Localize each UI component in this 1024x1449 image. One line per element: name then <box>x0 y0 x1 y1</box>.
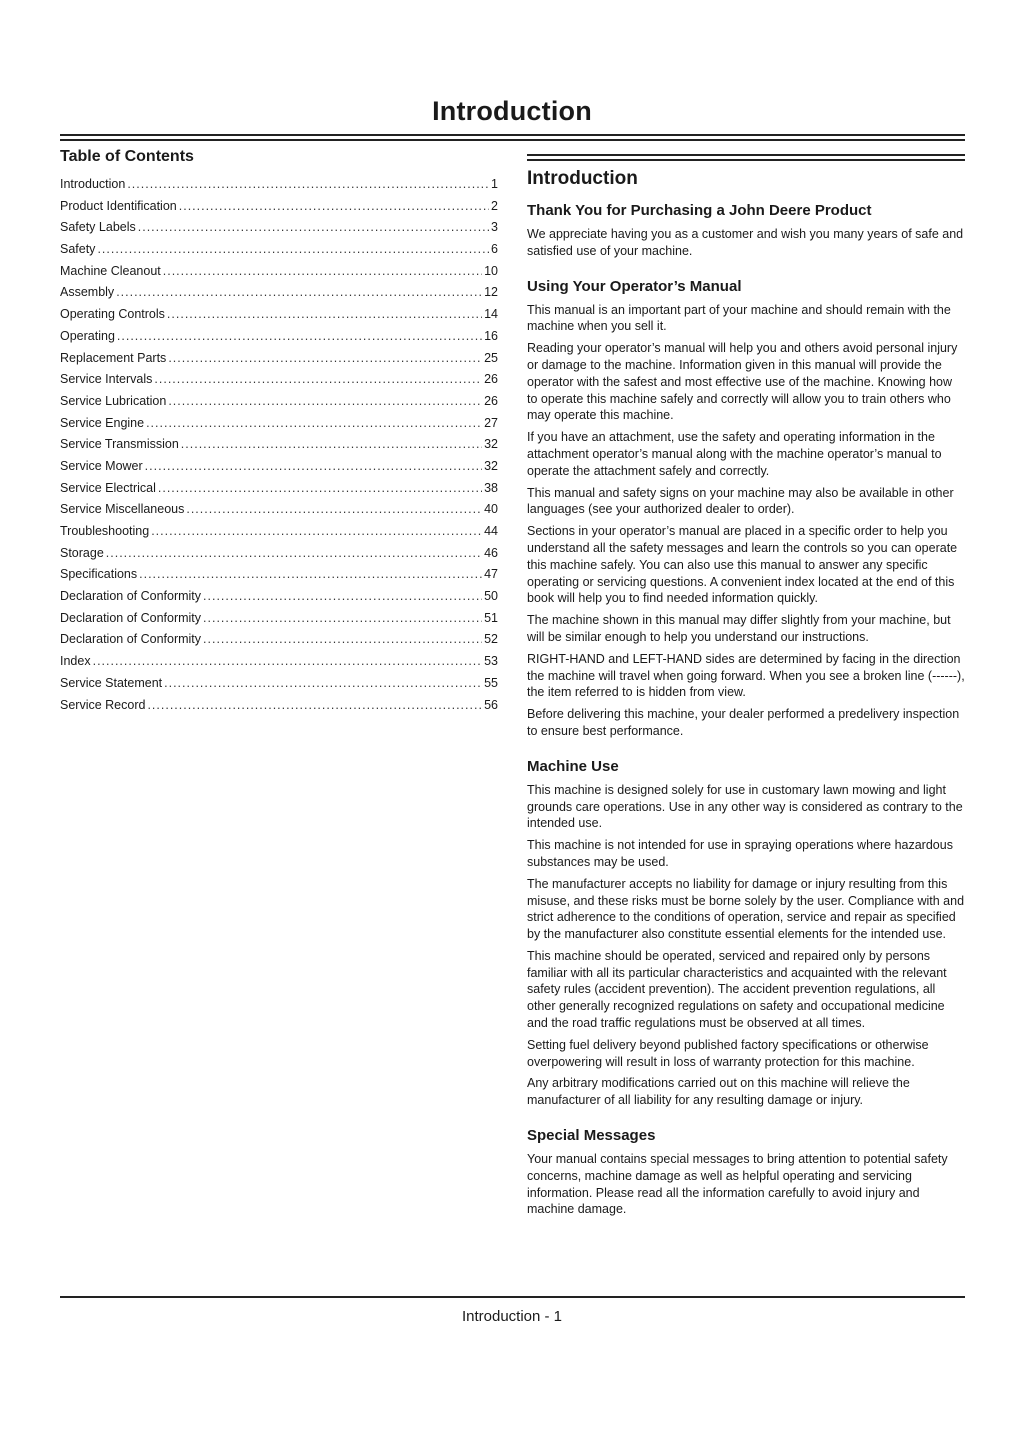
toc-entry-page: 26 <box>484 393 498 408</box>
toc-leader-dots <box>181 434 482 456</box>
body-paragraph: RIGHT-HAND and LEFT-HAND sides are determined by facing in the direction the machine will travel when going forward. When you see a broken line (------), the item referred to is hidden from view. <box>527 651 965 700</box>
title-rule-top <box>60 134 965 136</box>
toc-leader-dots <box>145 456 482 478</box>
toc-entry[interactable] <box>60 521 498 543</box>
toc-entry-page: 25 <box>484 350 498 365</box>
body-paragraph: This machine should be operated, serviced and repaired only by persons familiar with all its particular characteristics and acquainted with the relevant safety rules (accident prevention). The accident prevention regulations, all other generally recognized regulations on safety and occupational medicine and the road traffic regulations must be observed at all times. <box>527 948 947 1031</box>
toc-leader-dots <box>138 217 489 239</box>
toc-entry-title: Declaration of Conformity <box>60 589 202 604</box>
introduction-content <box>527 168 965 1223</box>
toc-entry-title: Storage <box>60 545 104 560</box>
toc-leader-dots <box>97 239 489 261</box>
toc-entry[interactable] <box>60 695 498 717</box>
toc-entry[interactable] <box>60 543 498 565</box>
toc-entry[interactable] <box>60 174 498 196</box>
toc-leader-dots <box>139 564 482 586</box>
title-rule-bottom <box>60 139 965 141</box>
toc-entry-page: 27 <box>484 415 498 430</box>
toc-leader-dots <box>163 261 482 283</box>
toc-entry-title: Service Statement <box>60 675 163 690</box>
page-title: Introduction <box>432 96 592 126</box>
section-rule-top <box>527 154 965 156</box>
toc-entry-title: Specifications <box>60 567 138 582</box>
toc-entry-page: 51 <box>484 610 498 625</box>
toc-entry-title: Assembly <box>60 285 115 300</box>
toc-leader-dots <box>146 413 482 435</box>
thank-you-body <box>527 226 965 260</box>
toc-entry[interactable] <box>60 391 498 413</box>
toc-leader-dots <box>151 521 482 543</box>
toc-entry-title: Service Miscellaneous <box>60 502 185 517</box>
toc-leader-dots <box>127 174 489 196</box>
toc-entry[interactable] <box>60 369 498 391</box>
body-paragraph: The manufacturer accepts no liability for damage or injury resulting from this misuse, and these risks must be borne solely by the user. Compliance with and strict adherence to the conditions of operation, service and repair as specified by the manufacturer also constitute essential elements for the intended use. <box>527 876 965 942</box>
toc-entry-page: 53 <box>484 654 498 669</box>
body-paragraph: This manual is an important part of your machine and should remain with the machine when you sell it. <box>527 302 951 334</box>
toc-leader-dots <box>164 673 482 695</box>
toc-leader-dots <box>203 629 482 651</box>
toc-entry-page: 3 <box>491 220 498 235</box>
toc-entry-page: 56 <box>484 697 498 712</box>
toc-entry-title: Operating Controls <box>60 307 165 322</box>
section-title: Introduction <box>527 168 638 189</box>
footer-rule <box>60 1296 965 1298</box>
toc-entry-page: 16 <box>484 328 498 343</box>
toc-entry-page: 38 <box>484 480 498 495</box>
body-paragraph: We appreciate having you as a customer and wish you many years of safe and satisfied use of your machine. <box>527 227 964 258</box>
toc-entry[interactable] <box>60 196 498 218</box>
toc-entry[interactable] <box>60 629 498 651</box>
toc-entry-title: Product Identification <box>60 198 177 213</box>
toc-entry-page: 50 <box>484 589 498 604</box>
special-messages-title: Special Messages <box>527 1127 656 1145</box>
toc-leader-dots <box>116 282 482 304</box>
toc-entry-page: 2 <box>491 198 498 213</box>
toc-entry[interactable] <box>60 282 498 304</box>
toc-list <box>60 174 498 716</box>
toc-entry[interactable] <box>60 261 498 283</box>
toc-entry-title: Service Transmission <box>60 437 179 452</box>
body-paragraph: This machine is designed solely for use in customary lawn mowing and light grounds care operations. Use in any other way is considered as contrary to the intended use. <box>527 782 963 831</box>
toc-entry-title: Service Record <box>60 697 146 712</box>
toc-entry-page: 1 <box>491 177 498 191</box>
body-paragraph: Setting fuel delivery beyond published factory specifications or otherwise overpowering will result in loss of warranty protection for this machine. <box>527 1037 929 1069</box>
toc-leader-dots <box>179 196 489 218</box>
body-paragraph: This machine is not intended for use in spraying operations where hazardous substances may be used. <box>527 838 953 869</box>
toc-entry[interactable] <box>60 608 498 630</box>
toc-leader-dots <box>117 326 482 348</box>
toc-entry-title: Declaration of Conformity <box>60 632 202 647</box>
toc-leader-dots <box>186 499 482 521</box>
machine-use-body <box>527 782 965 1109</box>
toc-leader-dots <box>106 543 482 565</box>
toc-entry-page: 32 <box>484 437 498 452</box>
toc-entry-page: 32 <box>484 458 498 473</box>
toc-entry-title: Service Electrical <box>60 480 156 495</box>
body-paragraph: The machine shown in this manual may differ slightly from your machine, but will be similar enough to help you understand our instructions. <box>527 613 951 644</box>
toc-entry-title: Safety Labels <box>60 220 136 235</box>
toc-entry[interactable] <box>60 456 498 478</box>
toc-entry[interactable] <box>60 478 498 500</box>
toc-entry-title: Troubleshooting <box>60 524 150 538</box>
operators-manual-body <box>527 302 965 740</box>
toc-leader-dots <box>147 695 482 717</box>
toc-entry-title: Replacement Parts <box>60 350 167 365</box>
body-paragraph: Before delivering this machine, your dealer performed a predelivery inspection to ensure best performance. <box>527 707 960 738</box>
toc-entry[interactable] <box>60 564 498 586</box>
toc-entry-title: Service Lubrication <box>60 393 167 408</box>
toc-entry-title: Introduction <box>60 177 126 191</box>
special-messages-body <box>527 1151 965 1218</box>
body-paragraph: This manual and safety signs on your machine may also be available in other languages (see your authorized dealer to order). <box>527 485 954 517</box>
toc-entry[interactable] <box>60 651 498 673</box>
toc-leader-dots <box>158 478 482 500</box>
body-paragraph: Any arbitrary modifications carried out on this machine will relieve the manufacturer of all liability for any resulting damage or injury. <box>527 1076 910 1108</box>
toc-entry[interactable] <box>60 304 498 326</box>
toc-entry-title: Service Intervals <box>60 372 153 387</box>
toc-entry-title: Safety <box>60 242 96 257</box>
body-paragraph: If you have an attachment, use the safety and operating information in the attachment operator’s manual along with the machine operator’s manual to operate the attachment safely and correctly. <box>527 430 942 478</box>
body-paragraph: Reading your operator’s manual will help you and others avoid personal injury or damage to the machine. Information given in this manual will provide the operator with the safest and most effective use of the machine. Knowing how to operate this machine safely and correctly will allow you to train others who may operate this machine. <box>527 341 958 423</box>
toc-entry[interactable] <box>60 326 498 348</box>
thank-you-title: Thank You for Purchasing a John Deere Product <box>527 202 872 219</box>
toc-entry[interactable] <box>60 586 498 608</box>
toc-entry-title: Index <box>60 654 91 669</box>
section-rule-bottom <box>527 159 965 161</box>
toc-entry[interactable] <box>60 434 498 456</box>
page-footer: Introduction - 1 <box>461 1308 563 1325</box>
toc-entry[interactable] <box>60 413 498 435</box>
toc-entry-page: 6 <box>491 242 498 257</box>
toc-entry[interactable] <box>60 217 498 239</box>
toc-heading: Table of Contents <box>60 148 194 165</box>
machine-use-title: Machine Use <box>527 757 619 775</box>
toc-entry-title: Operating <box>60 328 115 343</box>
toc-leader-dots <box>203 608 482 630</box>
operators-manual-title: Using Your Operator’s Manual <box>527 277 742 295</box>
toc-entry[interactable] <box>60 348 498 370</box>
toc-entry-title: Service Engine <box>60 415 145 430</box>
toc-leader-dots <box>93 651 483 673</box>
body-paragraph: Your manual contains special messages to bring attention to potential safety concerns, machine damage as well as helpful operating and servicing information. Please read all the information carefully to avoid injury and machine damage. <box>527 1152 948 1217</box>
toc-entry-page: 14 <box>484 307 498 322</box>
toc-leader-dots <box>168 348 482 370</box>
toc-entry-page: 52 <box>484 632 498 647</box>
toc-entry[interactable] <box>60 673 498 695</box>
toc-entry-page: 46 <box>484 545 498 560</box>
toc-entry-page: 55 <box>484 675 498 690</box>
toc-entry-page: 12 <box>484 285 498 300</box>
table-of-contents <box>60 148 498 716</box>
toc-entry[interactable] <box>60 239 498 261</box>
toc-leader-dots <box>203 586 482 608</box>
toc-entry-page: 47 <box>484 567 498 582</box>
toc-entry-page: 40 <box>484 502 498 517</box>
toc-leader-dots <box>154 369 482 391</box>
toc-entry-page: 44 <box>484 524 498 538</box>
toc-entry-page: 26 <box>484 372 498 387</box>
toc-entry-title: Machine Cleanout <box>60 263 161 278</box>
toc-entry[interactable] <box>60 499 498 521</box>
toc-entry-title: Service Mower <box>60 458 143 473</box>
toc-leader-dots <box>168 391 482 413</box>
body-paragraph: Sections in your operator’s manual are placed in a specific order to help you understand all the safety messages and learn the controls so you can operate this machine safely. You can also use this manual to answer any specific operating or servicing questions. A convenient index located at the end of this book will help you to find needed information quickly. <box>527 524 958 606</box>
toc-entry-page: 10 <box>484 263 498 278</box>
toc-leader-dots <box>167 304 482 326</box>
toc-entry-title: Declaration of Conformity <box>60 610 202 625</box>
